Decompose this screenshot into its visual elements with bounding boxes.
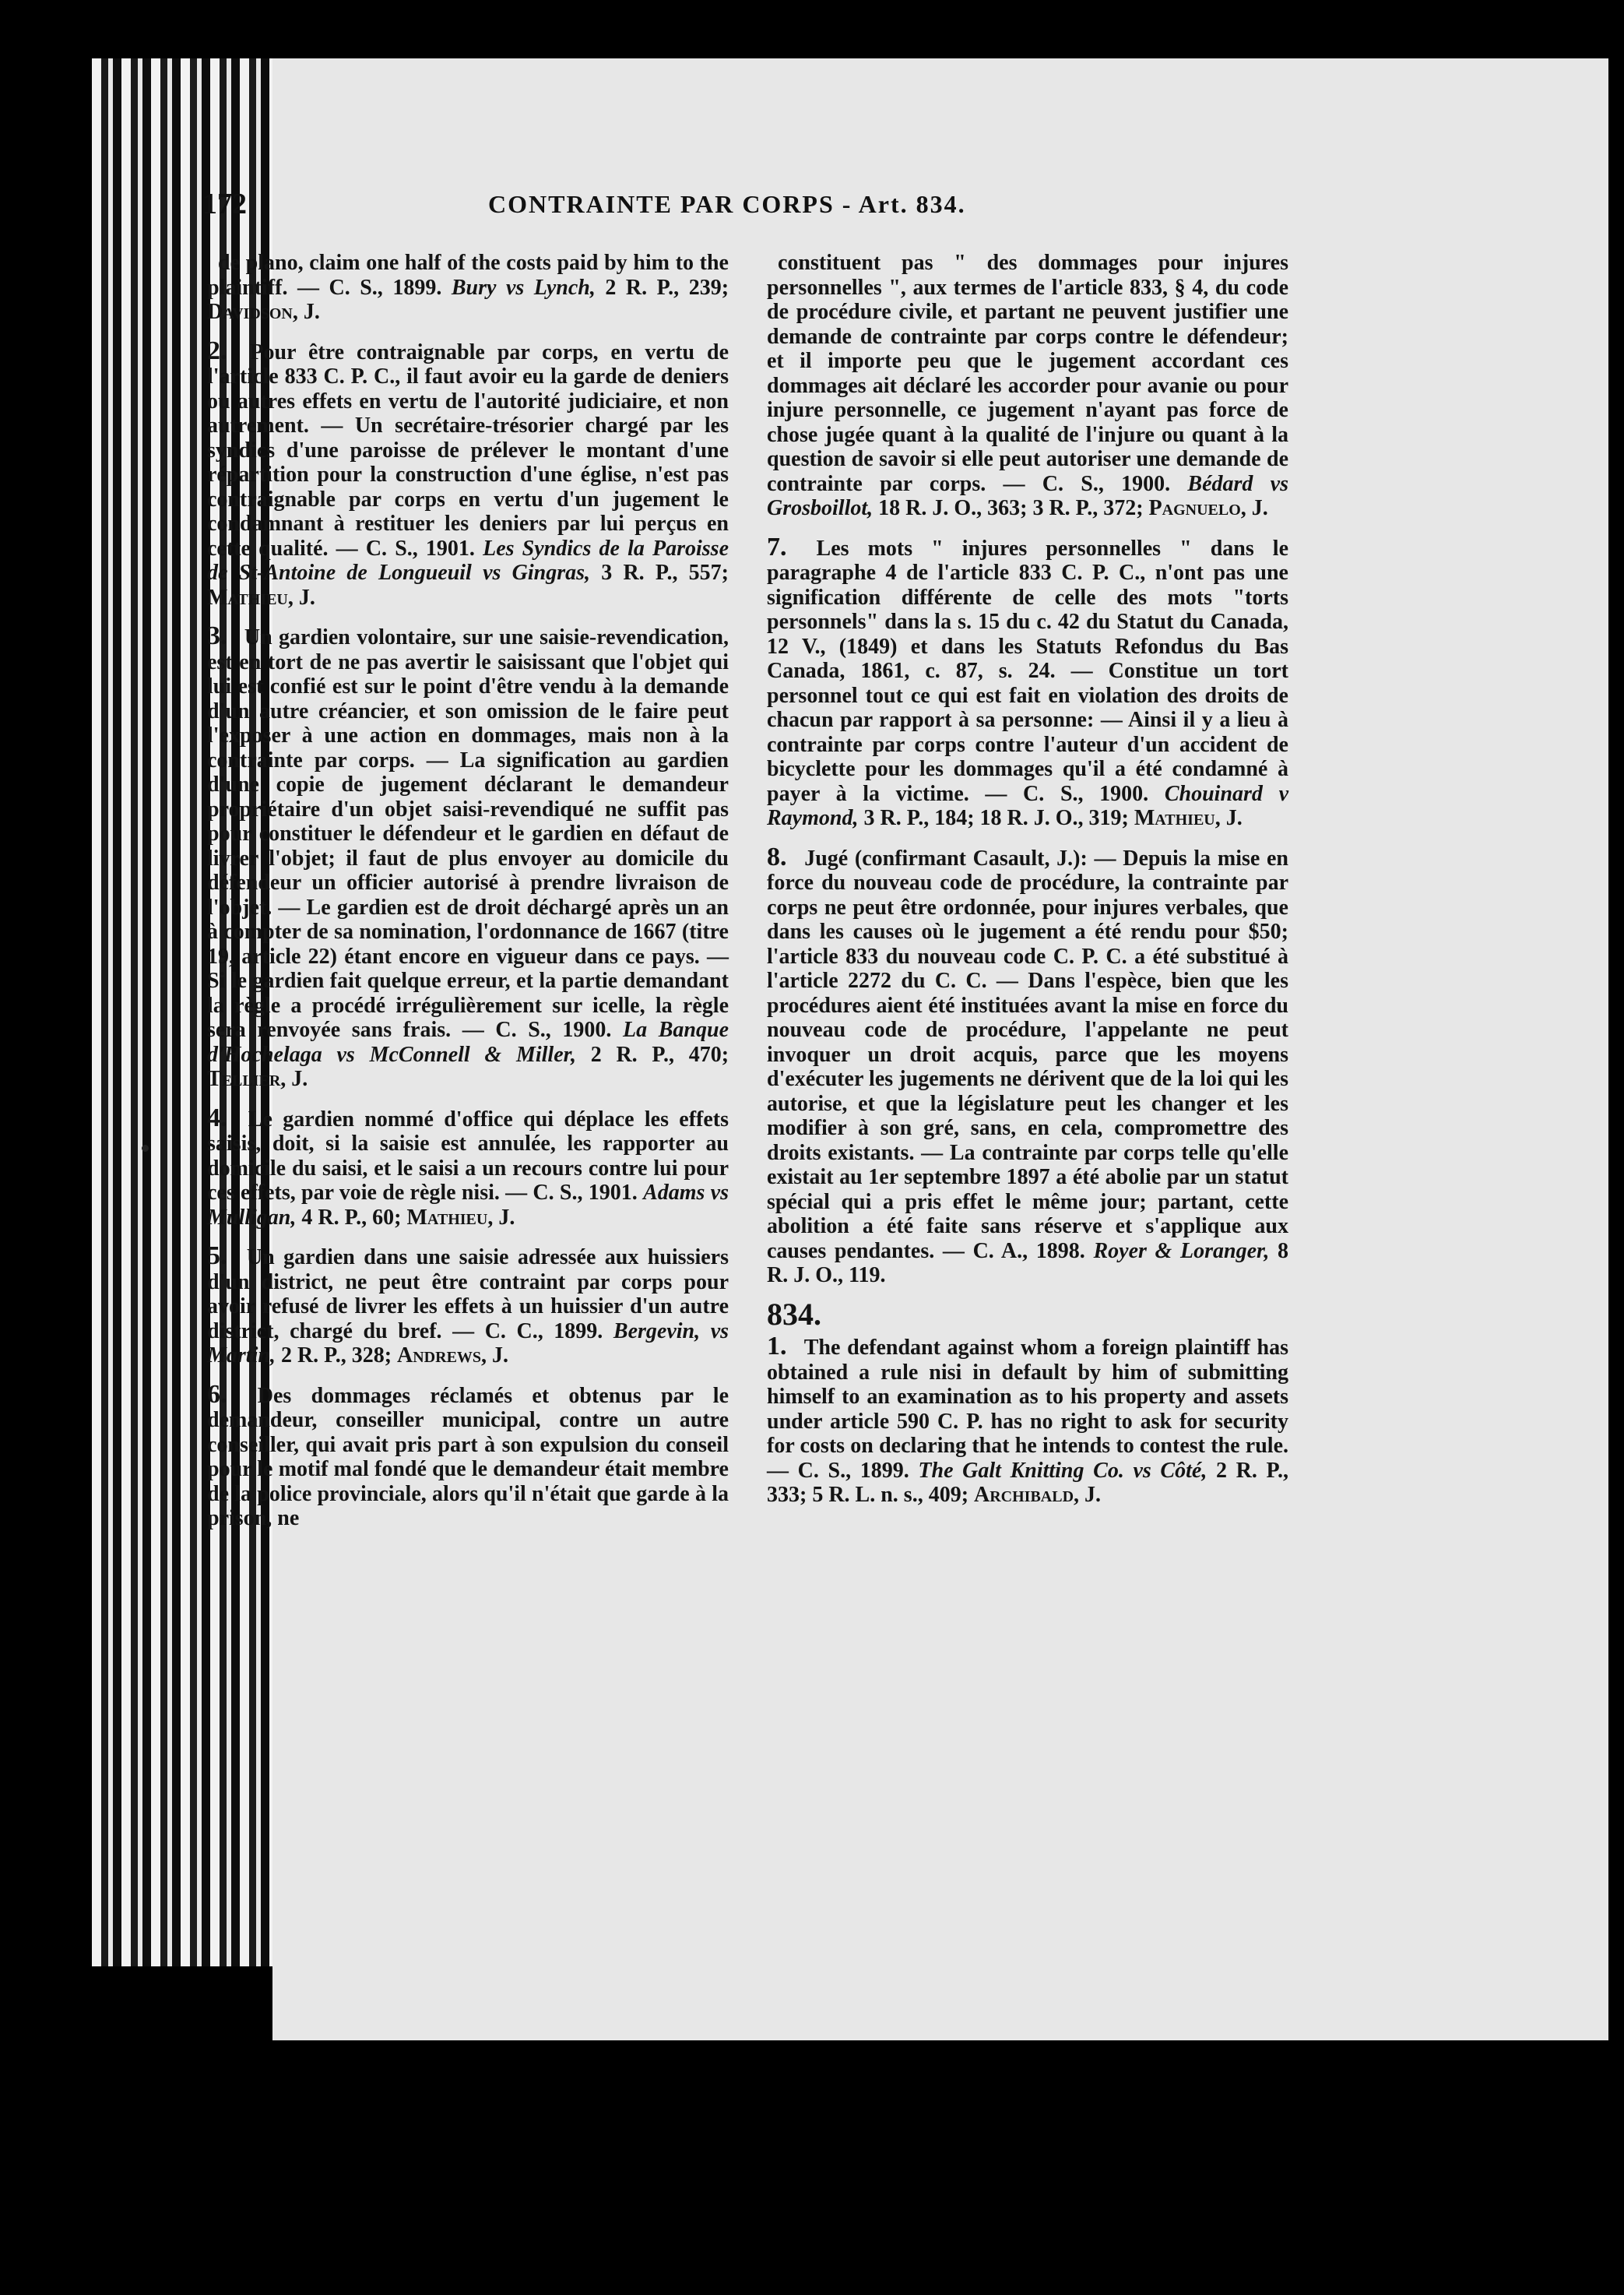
case-name: Adams vs Mulligan, <box>207 1181 729 1230</box>
paragraph-text: Pour être contraignable par corps, en vertu de l'article 833 C. P. C., il faut avoir eu la garde de deniers ou autres effets en vertu de l'autorité judiciaire, et non autrement. — Un secrétaire-trésorier chargé par les syndics d'une paroisse de prélever le montant d'une répartition pour la construction d'une église, n'est pas contraignable par corps en vertu d'un jugement le condamnant à restituer les deniers par lui perçus en cette qualité. — C. S., 1901. <box>207 340 729 561</box>
case-name: Bédard vs Grosboillot, <box>767 471 1289 520</box>
annotation-paragraph <box>767 1334 1288 1508</box>
scan-speck <box>142 1145 149 1152</box>
paragraph-number: 3. <box>207 621 227 650</box>
reference: 3 R. P., 184; 18 R. J. O., 319; <box>863 806 1129 830</box>
paragraph-text: The defendant against whom a foreign plaintiff has obtained a rule nisi in default by him of submitting himself to an examination as to his property and assets under article 590 C. P. has no right to ask for security for costs on declaring that he intends to contest the rule. — C. S., 1899. <box>767 1336 1288 1483</box>
paragraph-text: Jugé (confirmant Casault, J.): — Depuis la mise en force du nouveau code de procédure, la contrainte par corps ne peut être ordonnée, pour injures verbales, que dans les causes où le jugement a été rendu pour $50; l'article 833 du nouveau code C. P. C. a été substitué à l'article 2272 du C. C. — Dans l'espèce, bien que les procédures aient été instituées avant la mise en force du nouveau code de procédure, l'appelante ne peut invoquer un droit acquis, parce que les moyens d'exécuter les jugements ne dérivent que de la loi qui les autorise, et que la législature peut les changer et les modifier à son gré, sans, en cela, compromettre des droits existants. — La contrainte par corps telle qu'elle existait au 1er septembre 1897 a été abolie par un statut spécial qui a pris effet le même jour; partant, cette abolition a été faite sans réserve et s'applique aux causes pendantes. — C. A., 1898. <box>767 846 1288 1263</box>
right-column <box>767 249 1288 1522</box>
reference: 4 R. P., 60; <box>301 1205 402 1230</box>
paragraph-text: Des dommages réclamés et obtenus par le demandeur, conseiller municipal, contre un autre conseiller, qui avait pris part à son expulsion du conseil pour le motif mal fondé que le demandeur était membre de la police provinciale, alors qu'il n'était que garde à la prison, ne <box>207 1383 729 1530</box>
paragraph-number: 6. <box>207 1379 227 1409</box>
reference: 2 R. P., 239; <box>605 275 729 300</box>
judge-name: Mathieu, J. <box>406 1205 515 1230</box>
case-name: Chouinard v Raymond, <box>767 781 1289 830</box>
running-title: CONTRAINTE PAR CORPS - Art. 834. <box>488 190 966 218</box>
annotation-paragraph <box>767 842 1289 1288</box>
page-header <box>202 187 1281 226</box>
case-name: Bury vs Lynch, <box>451 275 596 300</box>
paragraph-number: 4. <box>207 1103 227 1132</box>
case-name: La Banque d'Hochelaga vs McConnell & Miller, <box>207 1018 729 1067</box>
annotation-paragraph <box>207 336 729 611</box>
judge-name: Davidson, J. <box>207 300 320 324</box>
annotation-paragraph <box>207 1379 729 1531</box>
annotation-paragraph <box>207 621 729 1092</box>
paragraph-text: Un gardien dans une saisie adressée aux huissiers d'un district, ne peut être contraint par corps pour avoir refusé de livrer les effets à un huissier d'un autre district, chargé du bref. — C. C., 1899. <box>207 1245 729 1343</box>
reference: 2 R. P., 333; 5 R. L. n. s., 409; <box>767 1458 1289 1507</box>
annotation-paragraph <box>207 1241 729 1368</box>
judge-name: Tellier, J. <box>207 1067 308 1091</box>
judge-name: Mathieu, J. <box>1134 806 1243 830</box>
page-number: 172 <box>202 188 247 220</box>
judge-name: Pagnuelo, J. <box>1148 496 1268 520</box>
paragraph-number: 2. <box>207 336 227 365</box>
annotation-paragraph <box>207 1103 729 1230</box>
case-name: The Galt Knitting Co. vs Côté, <box>918 1458 1207 1483</box>
paragraph-text: Le gardien nommé d'office qui déplace les effets saisis, doit, si la saisie est annulée, les rapporter au domicile du saisi, et le saisi a un recours contre lui pour ces effets, par voie de règle nisi. — C. S., 1901. <box>207 1107 729 1205</box>
case-name: Royer & Loranger, <box>1093 1238 1270 1263</box>
judge-name: Archibald, J. <box>974 1483 1102 1507</box>
case-name: Les Syndics de la Paroisse de St-Antoine de Longueuil vs Gingras, <box>207 536 729 585</box>
paragraph-number: 1. <box>767 1332 787 1360</box>
paragraph-number: 7. <box>767 532 787 561</box>
judge-name: Mathieu, J. <box>207 585 315 610</box>
paragraph-text: Les mots " injures personnelles " dans le paragraphe 4 de l'article 833 C. P. C., n'ont pas une signification différente de celle des mots "torts personnels" dans la s. 15 du c. 42 du Statut du Canada, 12 V., (1849) et dans les Statuts Refondus du Bas Canada, 1861, c. 87, s. 24. — Constitue un tort personnel tout ce qui est fait en violation des droits de chacun par rapport à sa personne: — Ainsi il y a lieu à contrainte par corps contre l'auteur d'un accident de bicyclette pour les dommages qu'il a été condamné à payer à la victime. — C. S., 1900. <box>767 536 1289 806</box>
article-heading: 834. <box>767 1296 821 1332</box>
annotation-paragraph <box>207 249 729 325</box>
left-column <box>207 249 729 1545</box>
annotation-paragraph <box>767 249 1288 521</box>
paragraph-text: de plano, claim one half of the costs paid by him to the plaintiff. — C. S., 1899. <box>207 251 729 300</box>
reference: 18 R. J. O., 363; 3 R. P., 372; <box>878 496 1144 520</box>
judge-name: Andrews, J. <box>397 1343 509 1367</box>
reference: 3 R. P., 557; <box>601 561 729 585</box>
paragraph-number: 5. <box>207 1241 227 1270</box>
paragraph-text: Un gardien volontaire, sur une saisie-revendication, est en tort de ne pas avertir le saisissant que l'objet qui lui est confié est sur le point d'être vendu à la demande d'un autre créancier, et son omission de le faire peut l'exposer à une action en dommages, mais non à la contrainte par corps. — La signification au gardien d'une copie de jugement déclarant le demandeur propriétaire d'un objet saisi-revendiqué ne suffit pas pour constituer le défendeur et le gardien en défaut de livrer l'objet; il faut de plus envoyer au domicile du défendeur un officier autorisé à prendre livraison de l'objet. — Le gardien est de droit déchargé après un an à compter de sa nomination, l'ordonnance de 1667 (titre 19, article 22) étant encore en vigueur dans ce pays. — Si le gardien fait quelque erreur, et la partie demandant la règle a procédé irrégulièrement sur icelle, la règle sera renvoyée sans frais. — C. S., 1900. <box>207 625 729 1042</box>
reference: 2 R. P., 328; <box>280 1343 392 1367</box>
reference: 8 R. J. O., 119. <box>767 1238 1289 1287</box>
annotation-paragraph <box>767 532 1289 831</box>
paragraph-text: constituent pas " des dommages pour injures personnelles ", aux termes de l'article 833, § 4, du code de procédure civile, et partant ne peuvent justifier une demande de contrainte par corps contre le défendeur; et il importe peu que le jugement accordant ces dommages ait déclaré les accorder pour avanie ou pour injure personnelle, ce jugement n'ayant pas force de chose jugée quant à la qualité de l'injure ou quant à la question de savoir si elle peut autoriser une demande de contrainte par corps. — C. S., 1900. <box>767 251 1288 496</box>
case-name: Bergevin, vs Martin, <box>207 1318 729 1367</box>
paragraph-number: 8. <box>767 842 787 871</box>
reference: 2 R. P., 470; <box>590 1042 729 1067</box>
